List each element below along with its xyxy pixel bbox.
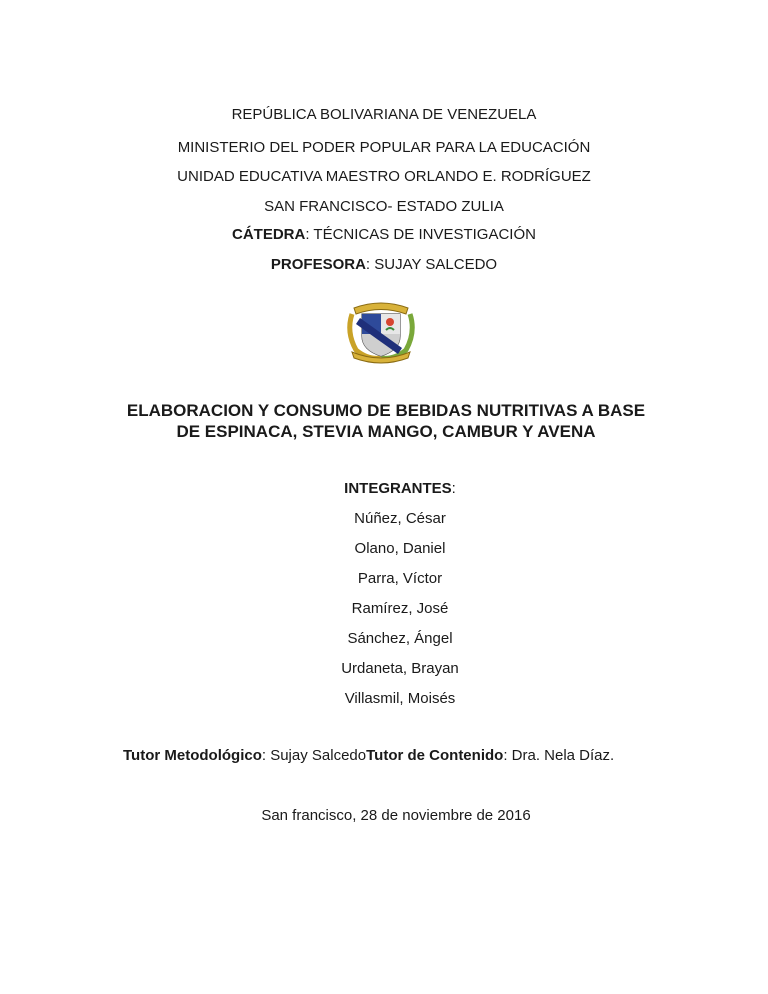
date-line: San francisco, 28 de noviembre de 2016 (261, 807, 531, 824)
tutor-metodologico-label: Tutor Metodológico (123, 747, 262, 764)
member-item: Urdaneta, Brayan (341, 660, 459, 677)
member-item: Ramírez, José (351, 600, 449, 617)
tutor-contenido-label: Tutor de Contenido (366, 747, 504, 764)
catedra-label: CÁTEDRA (232, 226, 306, 243)
integrantes-colon: : (451, 480, 456, 497)
tutor-metodologico-value: : Sujay Salcedo (261, 747, 367, 764)
header-ministry: MINISTERIO DEL PODER POPULAR PARA LA EDUCACIÓN (177, 139, 591, 156)
title-line-1: ELABORACION Y CONSUMO DE BEBIDAS NUTRITIVAS A BASE (126, 401, 646, 420)
header-catedra (0, 226, 768, 244)
catedra-value: : TÉCNICAS DE INVESTIGACIÓN (305, 226, 536, 243)
tutors-line (123, 747, 614, 765)
header-location: SAN FRANCISCO- ESTADO ZULIA (264, 198, 504, 215)
tutor-contenido-value: : Dra. Nela Díaz. (503, 747, 615, 764)
profesora-value: : SUJAY SALCEDO (365, 256, 498, 273)
member-item: Villasmil, Moisés (344, 690, 456, 707)
member-item: Núñez, César (354, 510, 446, 527)
profesora-label: PROFESORA (270, 256, 366, 273)
school-crest-icon (342, 294, 420, 364)
header-school: UNIDAD EDUCATIVA MAESTRO ORLANDO E. RODRÍGUEZ (177, 168, 591, 185)
integrantes-heading (240, 480, 560, 498)
header-profesora (0, 256, 768, 274)
header-republic: REPÚBLICA BOLIVARIANA DE VENEZUELA (231, 106, 537, 123)
integrantes-label: INTEGRANTES (344, 480, 452, 497)
member-item: Olano, Daniel (354, 540, 446, 557)
member-item: Sánchez, Ángel (347, 630, 453, 647)
member-item: Parra, Víctor (357, 570, 443, 587)
title-line-2: DE ESPINACA, STEVIA MANGO, CAMBUR Y AVENA (176, 422, 596, 441)
document-title (110, 400, 662, 442)
